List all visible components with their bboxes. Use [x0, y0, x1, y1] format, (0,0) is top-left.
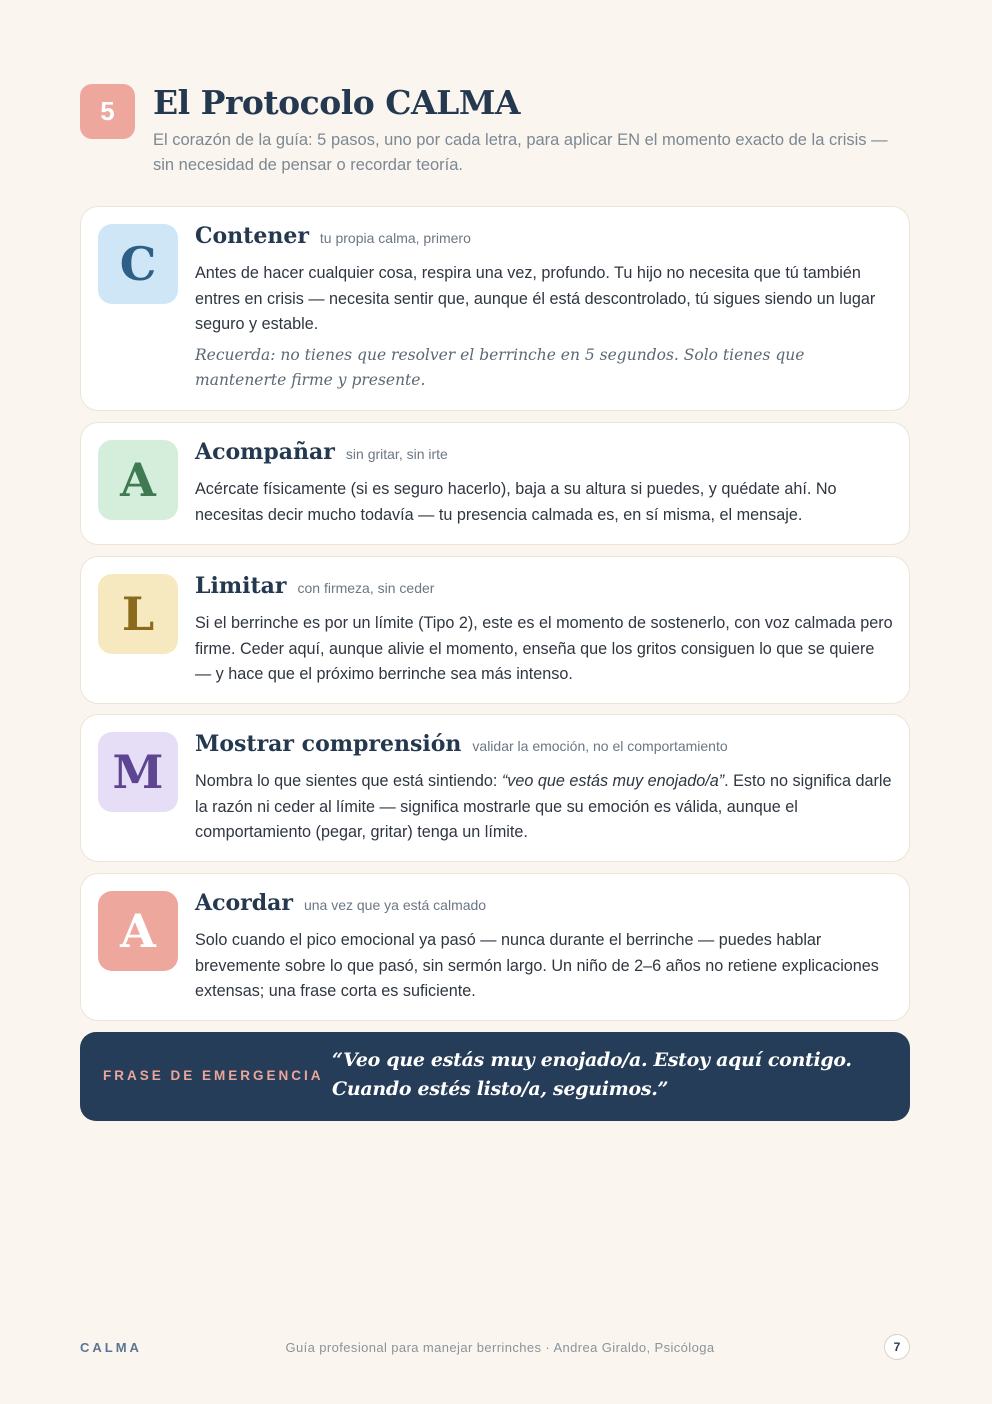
step-body: [195, 223, 895, 394]
page-title: El Protocolo CALMA: [153, 83, 520, 122]
step-body: [195, 731, 895, 846]
step-card-mostrar-comprension: [80, 714, 910, 862]
step-card-acordar: [80, 873, 910, 1021]
step-title: Acompañar: [195, 439, 335, 465]
letter-tile-m: M: [98, 732, 178, 812]
emergency-phrase-banner: [80, 1032, 910, 1121]
step-tagline: tu propia calma, primero: [319, 230, 471, 246]
letter-tile-c: C: [98, 224, 178, 304]
step-title: Acordar: [195, 890, 293, 916]
step-card-contener: [80, 206, 910, 411]
step-description: Acércate físicamente (si es seguro hacerlo), baja a su altura si puedes, y quédate ahí. No necesitas decir mucho todavía — tu presencia calmada es, en sí misma, el mensaje.: [195, 480, 837, 524]
step-tagline: validar la emoción, no el comportamiento: [472, 738, 728, 754]
step-description-rest: . Esto no significa darle la razón ni ceder al límite — significa mostrarle que su emoción es válida, aunque el comportamiento (pegar, gritar) tenga un límite.: [195, 772, 892, 841]
step-body: [195, 573, 895, 688]
step-card-limitar: [80, 556, 910, 704]
step-description-lead: Nombra lo que sientes que está sintiendo:: [195, 772, 502, 790]
step-reminder-note: Recuerda: no tienes que resolver el berrinche en 5 segundos. Solo tienes que mantenerte firme y presente.: [195, 345, 805, 389]
page-subtitle: El corazón de la guía: 5 pasos, uno por cada letra, para aplicar EN el momento exacto de la crisis — sin necesidad de pensar o recordar teoría.: [153, 131, 888, 174]
section-number-badge: 5: [80, 84, 135, 139]
step-title: Limitar: [195, 573, 287, 599]
step-tagline: una vez que ya está calmado: [303, 897, 487, 913]
step-tagline: con firmeza, sin ceder: [297, 580, 435, 596]
step-description: Si el berrinche es por un límite (Tipo 2), este es el momento de sostenerlo, con voz calmada pero firme. Ceder aquí, aunque alivie el momento, enseña que los gritos consiguen lo que se quiere — y hace que el próximo berrinche sea más intenso.: [195, 614, 893, 683]
step-body: [195, 439, 895, 528]
letter-tile-a: A: [98, 440, 178, 520]
page-number: 7: [884, 1334, 910, 1360]
step-body: [195, 890, 895, 1005]
step-title: Contener: [195, 223, 309, 249]
step-description: Solo cuando el pico emocional ya pasó — nunca durante el berrinche — puedes hablar brevemente sobre lo que pasó, sin sermón largo. Un niño de 2–6 años no retiene explicaciones extensas; una frase corta es suficiente.: [195, 931, 879, 1000]
step-description: [195, 769, 895, 846]
step-tagline: sin gritar, sin irte: [345, 446, 448, 462]
step-description-quote: “veo que estás muy enojado/a”: [501, 772, 725, 790]
step-description: Antes de hacer cualquier cosa, respira una vez, profundo. Tu hijo no necesita que tú también entres en crisis — necesita sentir que, aunque él está descontrolado, tú sigues siendo un lugar seguro y estable.: [195, 264, 876, 333]
letter-tile-l: L: [98, 574, 178, 654]
step-card-acompanar: [80, 422, 910, 545]
letter-tile-a-acordar: A: [98, 891, 178, 971]
footer-text: Guía profesional para manejar berrinches · Andrea Giraldo, Psicóloga: [285, 1340, 715, 1355]
step-title: Mostrar comprensión: [195, 731, 462, 757]
footer-brand: CALMA: [80, 1340, 142, 1355]
emergency-label: FRASE DE EMERGENCIA: [103, 1068, 324, 1083]
emergency-phrase: “Veo que estás muy enojado/a. Estoy aquí contigo. Cuando estés listo/a, seguimos.”: [332, 1049, 852, 1100]
